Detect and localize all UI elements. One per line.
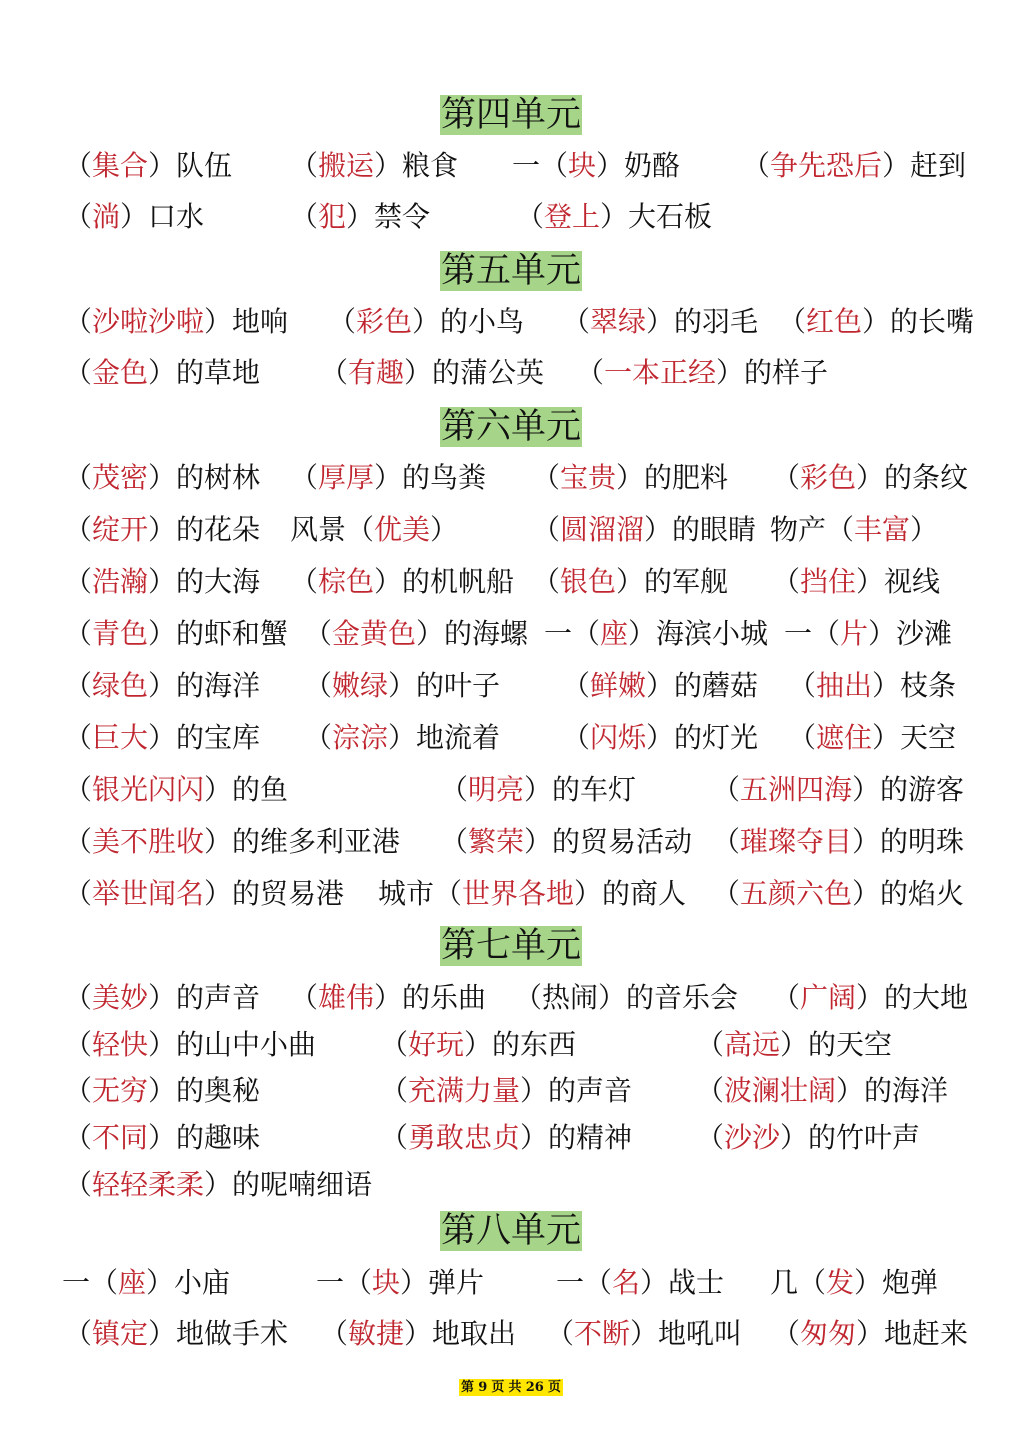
phrase-item: （青色）的虾和蟹 [64,617,289,650]
phrase-item: （有趣）的蒲公英 [320,356,545,389]
phrase-item: （圆溜溜）的眼睛 [532,513,757,546]
phrase-item: （不同）的趣味 [64,1121,261,1154]
phrase-item: （轻轻柔柔）的呢喃细语 [64,1168,373,1201]
phrase-row [0,666,1022,706]
phrase-row [0,197,1022,237]
phrase-item: （金黄色）的海螺 [304,617,529,650]
phrase-item: （镇定）地做手术 [64,1317,289,1350]
phrase-row [0,1118,1022,1158]
phrase-item: （美妙）的声音 [64,981,261,1014]
total-pages: 26 [525,1380,544,1395]
phrase-item: （不断）地吼叫 [546,1317,743,1350]
phrase-item: （勇敢忠贞）的精神 [380,1121,633,1154]
phrase-item: （轻快）的山中小曲 [64,1028,317,1061]
phrase-row [0,718,1022,758]
phrase-item: 一（座）小庙 [62,1266,231,1299]
phrase-item: （挡住）视线 [772,565,941,598]
phrase-item: （金色）的草地 [64,356,261,389]
phrase-item: 风景（优美） [290,513,459,546]
phrase-item: （热闹）的音乐会 [514,981,739,1014]
phrase-item: （银光闪闪）的鱼 [64,773,289,806]
phrase-row [0,1025,1022,1065]
phrase-row [0,510,1022,550]
section-heading: 第六单元 [440,407,581,447]
phrase-item: 几（发）炮弹 [770,1266,939,1299]
phrase-item: （一本正经）的样子 [576,356,829,389]
phrase-item: （淙淙）地流着 [304,721,501,754]
phrase-item: （五洲四海）的游客 [712,773,965,806]
phrase-item: （茂密）的树林 [64,461,261,494]
phrase-item: （波澜壮阔）的海洋 [696,1074,949,1107]
phrase-item: （敏捷）地取出 [320,1317,517,1350]
phrase-row [0,1165,1022,1205]
phrase-item: （搬运）粮食 [290,149,459,182]
phrase-item: （争先恐后）赶到 [742,149,967,182]
section-heading: 第五单元 [440,251,581,291]
phrase-item: （雄伟）的乐曲 [290,981,487,1014]
phrase-item: （鲜嫩）的蘑菇 [562,669,759,702]
phrase-item: （厚厚）的鸟粪 [290,461,487,494]
phrase-item: 城市（世界各地）的商人 [378,877,687,910]
phrase-item: （翠绿）的羽毛 [562,305,759,338]
phrase-item: （银色）的军舰 [532,565,729,598]
phrase-row [0,302,1022,342]
phrase-item: （嫩绿）的叶子 [304,669,501,702]
phrase-row [0,822,1022,862]
phrase-row [0,146,1022,186]
phrase-item: （沙沙）的竹叶声 [696,1121,921,1154]
phrase-item: 一（块）弹片 [316,1266,485,1299]
phrase-item: （好玩）的东西 [380,1028,577,1061]
phrase-item: （宝贵）的肥料 [532,461,729,494]
phrase-item: （犯）禁令 [290,200,431,233]
phrase-item: （璀璨夺目）的明珠 [712,825,965,858]
phrase-item: （彩色）的小鸟 [328,305,525,338]
phrase-item: （广阔）的大地 [772,981,969,1014]
phrase-item: （绽开）的花朵 [64,513,261,546]
phrase-item: （淌）口水 [64,200,205,233]
phrase-item: （繁荣）的贸易活动 [440,825,693,858]
current-page: 9 [478,1380,488,1395]
phrase-item: （闪烁）的灯光 [562,721,759,754]
phrase-item: （美不胜收）的维多利亚港 [64,825,401,858]
phrase-item: （无穷）的奥秘 [64,1074,261,1107]
phrase-item: （棕色）的机帆船 [290,565,515,598]
page-indicator: 第 9 页 共 26 页 [461,1380,561,1395]
phrase-item: （红色）的长嘴 [778,305,975,338]
section-heading: 第四单元 [440,95,581,135]
phrase-item: 一（座）海滨小城 [544,617,769,650]
phrase-item: 一（片）沙滩 [784,617,953,650]
phrase-row [0,353,1022,393]
phrase-item: （明亮）的车灯 [440,773,637,806]
phrase-item: （登上）大石板 [516,200,713,233]
phrase-row [0,978,1022,1018]
phrase-item: 一（名）战士 [556,1266,725,1299]
phrase-item: （浩瀚）的大海 [64,565,261,598]
phrase-item: （匆匆）地赶来 [772,1317,969,1350]
phrase-row [0,1263,1022,1303]
phrase-item: 一（块）奶酪 [512,149,681,182]
phrase-row [0,458,1022,498]
phrase-row [0,770,1022,810]
section-heading: 第八单元 [440,1211,581,1251]
phrase-row [0,614,1022,654]
phrase-item: （抽出）枝条 [788,669,957,702]
phrase-item: 物产（丰富） [770,513,939,546]
phrase-row [0,1071,1022,1111]
phrase-item: （高远）的天空 [696,1028,893,1061]
page-footer [0,1378,1022,1398]
phrase-item: （绿色）的海洋 [64,669,261,702]
phrase-item: （五颜六色）的焰火 [712,877,965,910]
phrase-item: （充满力量）的声音 [380,1074,633,1107]
phrase-item: （遮住）天空 [788,721,957,754]
phrase-item: （举世闻名）的贸易港 [64,877,345,910]
phrase-row [0,874,1022,914]
phrase-row [0,562,1022,602]
phrase-row [0,1314,1022,1354]
phrase-item: （沙啦沙啦）地响 [64,305,289,338]
phrase-item: （集合）队伍 [64,149,233,182]
section-heading: 第七单元 [440,926,581,966]
phrase-item: （巨大）的宝库 [64,721,261,754]
phrase-item: （彩色）的条纹 [772,461,969,494]
